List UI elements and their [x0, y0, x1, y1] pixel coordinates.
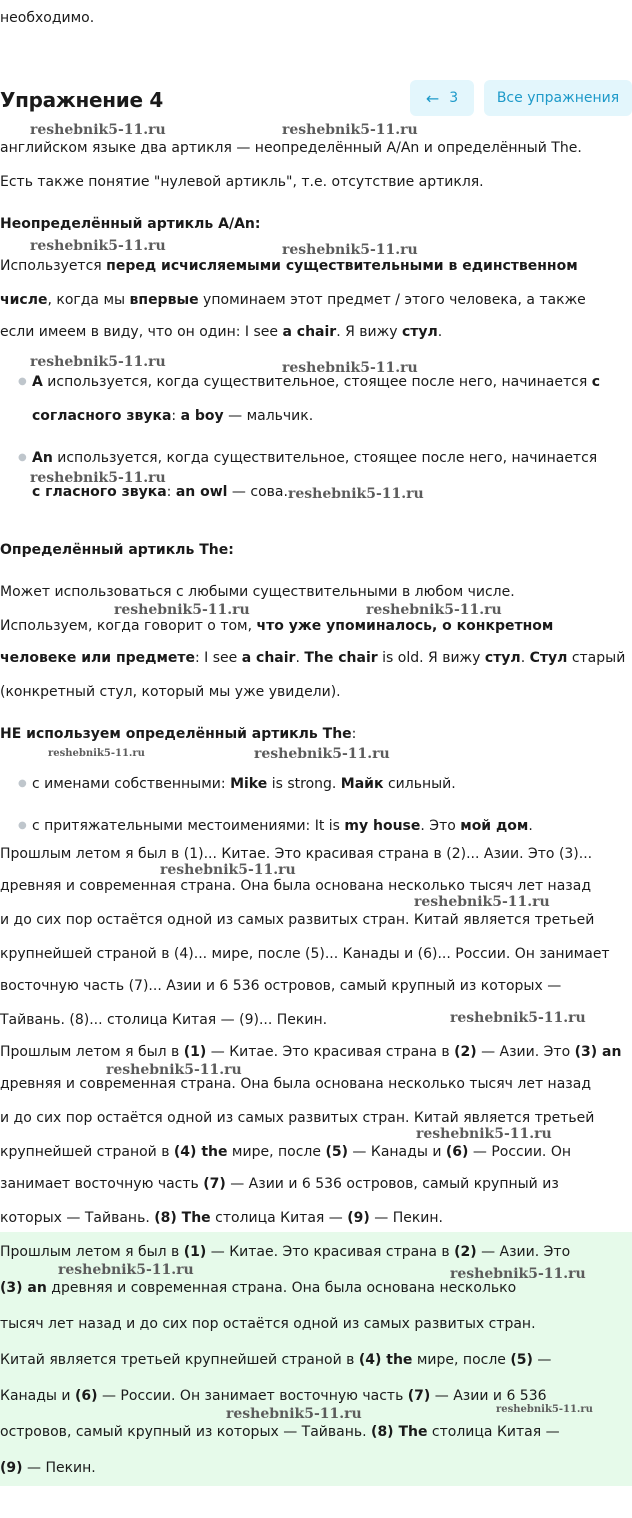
- prev-exercise-button[interactable]: [410, 80, 474, 116]
- intro-line-2: Есть также понятие "нулевой артикль", т.е. отсутствие артикля.: [0, 174, 484, 190]
- answer-green-line-3: тысяч лет назад и до сих пор остаётся одной из самых развитых стран.: [0, 1316, 536, 1332]
- answer-line-2: древняя и современная страна. Она была основана несколько тысяч лет назад: [0, 1076, 591, 1092]
- definite-line-1: Может использоваться с любыми существительными в любом числе.: [0, 584, 515, 600]
- watermark: reshebnik5-11.ru: [254, 746, 390, 762]
- watermark: reshebnik5-11.ru: [288, 486, 424, 502]
- watermark: reshebnik5-11.ru: [30, 122, 166, 138]
- watermark: reshebnik5-11.ru: [366, 602, 502, 618]
- answer-green-line-6: островов, самый крупный из которых — Тайвань. (8) The столица Китая —: [0, 1424, 560, 1440]
- definite-line-3: человеке или предмете: I see a chair. The chair is old. Я вижу стул. Стул старый: [0, 650, 626, 666]
- prev-exercise-number: 3: [449, 90, 459, 106]
- watermark: reshebnik5-11.ru: [450, 1010, 586, 1026]
- definite-line-4: (конкретный стул, который мы уже увидели).: [0, 684, 341, 700]
- answer-line-3: и до сих пор остаётся одной из самых развитых стран. Китай является третьей: [0, 1110, 595, 1126]
- watermark: reshebnik5-11.ru: [226, 1406, 362, 1422]
- answer-line-5: занимает восточную часть (7) — Азии и 6 536 островов, самый крупный из: [0, 1176, 559, 1192]
- bullet-an-line-2: с гласного звука: an owl — сова.: [32, 484, 288, 500]
- answer-green-line-5: Канады и (6) — России. Он занимает восточную часть (7) — Азии и 6 536: [0, 1388, 547, 1404]
- indefinite-line-3: если имеем в виду, что он один: I see a chair. Я вижу стул.: [0, 324, 443, 340]
- watermark: reshebnik5-11.ru: [48, 748, 145, 759]
- indefinite-line-2: числе, когда мы впервые упоминаем этот предмет / этого человека, а также: [0, 292, 586, 308]
- task-line-4: крупнейшей страной в (4)... мире, после (5)... Канады и (6)... России. Он занимает: [0, 946, 610, 962]
- answer-green-line-1: Прошлым летом я был в (1) — Китае. Это красивая страна в (2) — Азии. Это: [0, 1244, 571, 1260]
- not-used-item-1: с именами собственными: Mike is strong. Майк сильный.: [32, 776, 456, 792]
- watermark: reshebnik5-11.ru: [282, 242, 418, 258]
- definite-heading: Определённый артикль The:: [0, 542, 234, 558]
- watermark: reshebnik5-11.ru: [30, 238, 166, 254]
- answer-green-line-7: (9) — Пекин.: [0, 1460, 96, 1476]
- watermark: reshebnik5-11.ru: [106, 1062, 242, 1078]
- bullet-a-line-2: согласного звука: a boy — мальчик.: [32, 408, 314, 424]
- watermark: reshebnik5-11.ru: [416, 1126, 552, 1142]
- answer-green-line-4: Китай является третьей крупнейшей страной в (4) the мире, после (5) —: [0, 1352, 552, 1368]
- all-exercises-button[interactable]: Все упражнения: [484, 80, 632, 116]
- intro-line-1: английском языке два артикля — неопределённый A/An и определённый The.: [0, 140, 582, 156]
- answer-line-6: которых — Тайвань. (8) The столица Китая — (9) — Пекин.: [0, 1210, 443, 1226]
- page-title: Упражнение 4: [0, 88, 164, 112]
- answer-line-4: крупнейшей страной в (4) the мире, после (5) — Канады и (6) — России. Он: [0, 1144, 571, 1160]
- bullet-dot: ●: [18, 452, 27, 463]
- task-line-5: восточную часть (7)... Азии и 6 536 островов, самый крупный из которых —: [0, 978, 562, 994]
- definite-line-2: Используем, когда говорит о том, что уже упоминалось, о конкретном: [0, 618, 554, 634]
- arrow-left-icon: ←: [425, 88, 440, 108]
- task-line-6: Тайвань. (8)... столица Китая — (9)... Пекин.: [0, 1012, 328, 1028]
- not-used-item-2: с притяжательными местоимениями: It is my house. Это мой дом.: [32, 818, 533, 834]
- task-line-3: и до сих пор остаётся одной из самых развитых стран. Китай является третьей: [0, 912, 595, 928]
- bullet-dot: ●: [18, 820, 27, 831]
- task-line-1: Прошлым летом я был в (1)... Китае. Это красивая страна в (2)... Азии. Это (3)...: [0, 846, 593, 862]
- watermark: reshebnik5-11.ru: [282, 360, 418, 376]
- answer-green-line-2: (3) an древняя и современная страна. Она была основана несколько: [0, 1280, 517, 1296]
- bullet-dot: ●: [18, 376, 27, 387]
- not-used-heading: НЕ используем определённый артикль The:: [0, 726, 357, 742]
- watermark: reshebnik5-11.ru: [282, 122, 418, 138]
- watermark: reshebnik5-11.ru: [414, 894, 550, 910]
- indefinite-line-1: Используется перед исчисляемыми существительными в единственном: [0, 258, 578, 274]
- top-fragment: необходимо.: [0, 10, 95, 26]
- watermark: reshebnik5-11.ru: [496, 1404, 593, 1415]
- bullet-dot: ●: [18, 778, 27, 789]
- watermark: reshebnik5-11.ru: [30, 354, 166, 370]
- task-line-2: древняя и современная страна. Она была основана несколько тысяч лет назад: [0, 878, 591, 894]
- watermark: reshebnik5-11.ru: [30, 470, 166, 486]
- answer-line-1: Прошлым летом я был в (1) — Китае. Это красивая страна в (2) — Азии. Это (3) an: [0, 1044, 622, 1060]
- watermark: reshebnik5-11.ru: [160, 862, 296, 878]
- watermark: reshebnik5-11.ru: [114, 602, 250, 618]
- watermark: reshebnik5-11.ru: [450, 1266, 586, 1282]
- indefinite-heading: Неопределённый артикль A/An:: [0, 216, 261, 232]
- bullet-a-line-1: A используется, когда существительное, стоящее после него, начинается с: [32, 374, 600, 390]
- bullet-an-line-1: An используется, когда существительное, стоящее после него, начинается: [32, 450, 598, 466]
- watermark: reshebnik5-11.ru: [58, 1262, 194, 1278]
